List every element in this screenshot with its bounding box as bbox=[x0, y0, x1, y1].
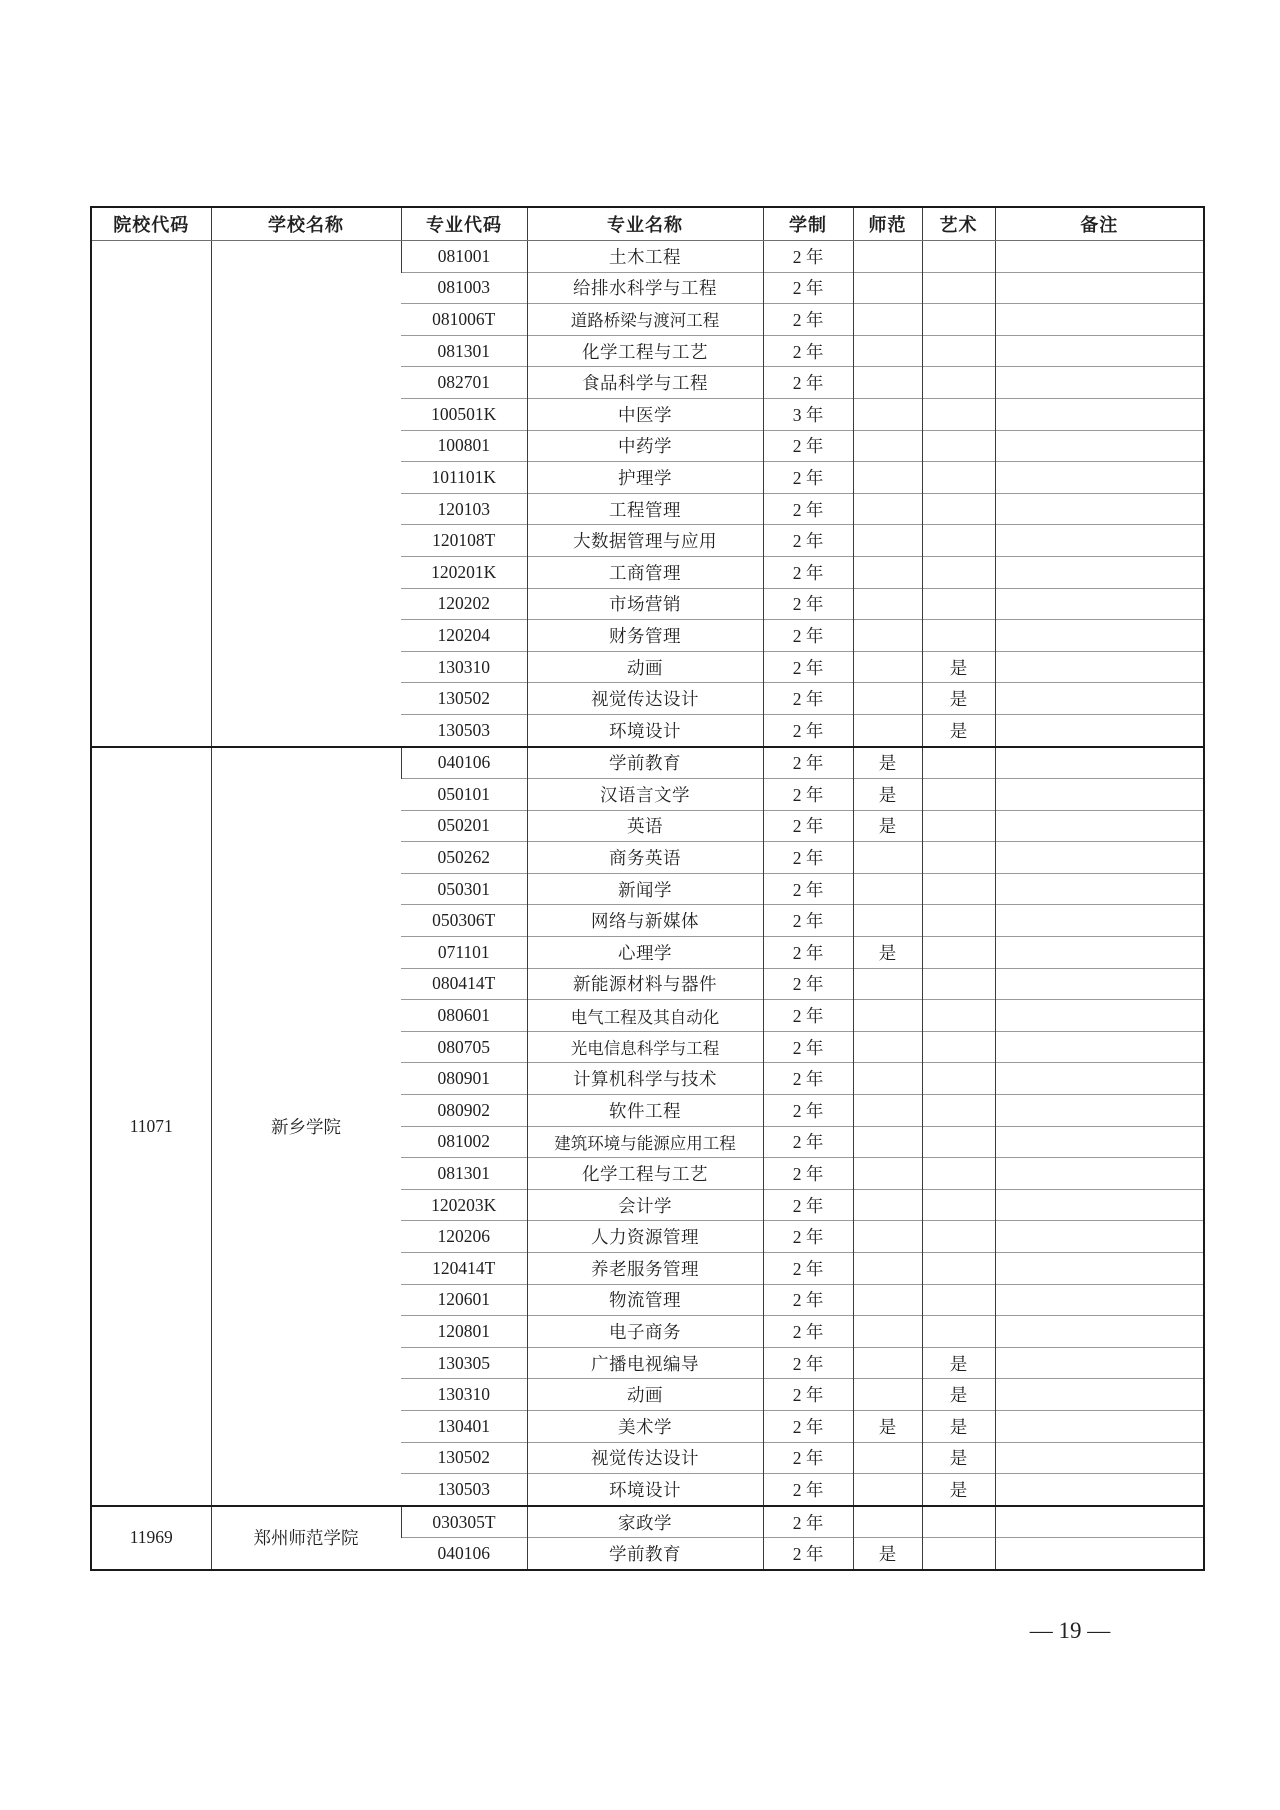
normal-flag-cell bbox=[853, 1284, 922, 1316]
major-name-cell: 汉语言文学 bbox=[527, 779, 763, 811]
major-name-cell: 新能源材料与器件 bbox=[527, 968, 763, 1000]
header-institution-code: 院校代码 bbox=[91, 207, 211, 241]
major-name-cell: 动画 bbox=[527, 1379, 763, 1411]
major-code-cell: 030305T bbox=[401, 1506, 527, 1538]
page-number: — 19 — bbox=[1029, 1618, 1111, 1643]
normal-flag-cell bbox=[853, 304, 922, 336]
major-code-cell: 120103 bbox=[401, 493, 527, 525]
duration-cell: 2 年 bbox=[763, 493, 853, 525]
major-code-cell: 120801 bbox=[401, 1316, 527, 1348]
art-flag-cell bbox=[922, 1189, 995, 1221]
art-flag-cell: 是 bbox=[922, 1474, 995, 1506]
duration-cell: 2 年 bbox=[763, 525, 853, 557]
note-cell bbox=[995, 905, 1204, 937]
normal-flag-cell bbox=[853, 1347, 922, 1379]
normal-flag-cell bbox=[853, 367, 922, 399]
table-row bbox=[91, 241, 1204, 273]
major-code-cell: 120206 bbox=[401, 1221, 527, 1253]
art-flag-cell bbox=[922, 1253, 995, 1285]
major-name-cell: 环境设计 bbox=[527, 714, 763, 746]
major-code-cell: 130502 bbox=[401, 1442, 527, 1474]
note-cell bbox=[995, 1284, 1204, 1316]
major-name-cell: 工商管理 bbox=[527, 556, 763, 588]
art-flag-cell bbox=[922, 1506, 995, 1538]
note-cell bbox=[995, 968, 1204, 1000]
normal-flag-cell bbox=[853, 1379, 922, 1411]
note-cell bbox=[995, 1538, 1204, 1570]
note-cell bbox=[995, 1221, 1204, 1253]
normal-flag-cell bbox=[853, 272, 922, 304]
art-flag-cell: 是 bbox=[922, 1379, 995, 1411]
note-cell bbox=[995, 304, 1204, 336]
duration-cell: 2 年 bbox=[763, 747, 853, 779]
art-flag-cell bbox=[922, 241, 995, 273]
normal-flag-cell bbox=[853, 905, 922, 937]
major-name-cell: 学前教育 bbox=[527, 1538, 763, 1570]
note-cell bbox=[995, 1189, 1204, 1221]
normal-flag-cell: 是 bbox=[853, 937, 922, 969]
duration-cell: 2 年 bbox=[763, 272, 853, 304]
normal-flag-cell bbox=[853, 1000, 922, 1032]
duration-cell: 2 年 bbox=[763, 556, 853, 588]
art-flag-cell bbox=[922, 430, 995, 462]
note-cell bbox=[995, 651, 1204, 683]
major-code-cell: 081003 bbox=[401, 272, 527, 304]
duration-cell: 2 年 bbox=[763, 620, 853, 652]
note-cell bbox=[995, 493, 1204, 525]
duration-cell: 2 年 bbox=[763, 588, 853, 620]
note-cell bbox=[995, 556, 1204, 588]
normal-flag-cell bbox=[853, 683, 922, 715]
major-code-cell: 081301 bbox=[401, 1158, 527, 1190]
table-body bbox=[91, 241, 1204, 1570]
duration-cell: 2 年 bbox=[763, 779, 853, 811]
major-code-cell: 080705 bbox=[401, 1031, 527, 1063]
duration-cell: 2 年 bbox=[763, 1126, 853, 1158]
art-flag-cell bbox=[922, 747, 995, 779]
art-flag-cell bbox=[922, 1538, 995, 1570]
header-major-code: 专业代码 bbox=[401, 207, 527, 241]
normal-flag-cell: 是 bbox=[853, 747, 922, 779]
note-cell bbox=[995, 525, 1204, 557]
major-code-cell: 130503 bbox=[401, 714, 527, 746]
majors-table-grid bbox=[90, 206, 1205, 1571]
major-code-cell: 120204 bbox=[401, 620, 527, 652]
normal-flag-cell bbox=[853, 241, 922, 273]
major-name-cell: 心理学 bbox=[527, 937, 763, 969]
major-name-cell: 大数据管理与应用 bbox=[527, 525, 763, 557]
duration-cell: 2 年 bbox=[763, 1442, 853, 1474]
major-name-cell: 美术学 bbox=[527, 1410, 763, 1442]
normal-flag-cell bbox=[853, 556, 922, 588]
note-cell bbox=[995, 1410, 1204, 1442]
institution-name-cell: 郑州师范学院 bbox=[211, 1506, 401, 1570]
art-flag-cell bbox=[922, 1284, 995, 1316]
major-code-cell: 080901 bbox=[401, 1063, 527, 1095]
table-header-row bbox=[91, 207, 1204, 241]
major-name-cell: 网络与新媒体 bbox=[527, 905, 763, 937]
note-cell bbox=[995, 937, 1204, 969]
major-name-cell: 环境设计 bbox=[527, 1474, 763, 1506]
duration-cell: 2 年 bbox=[763, 1253, 853, 1285]
art-flag-cell bbox=[922, 525, 995, 557]
normal-flag-cell bbox=[853, 430, 922, 462]
major-name-cell: 家政学 bbox=[527, 1506, 763, 1538]
note-cell bbox=[995, 367, 1204, 399]
duration-cell: 2 年 bbox=[763, 1000, 853, 1032]
note-cell bbox=[995, 810, 1204, 842]
major-name-cell: 视觉传达设计 bbox=[527, 683, 763, 715]
note-cell bbox=[995, 1031, 1204, 1063]
major-name-cell: 商务英语 bbox=[527, 842, 763, 874]
major-code-cell: 082701 bbox=[401, 367, 527, 399]
major-code-cell: 071101 bbox=[401, 937, 527, 969]
art-flag-cell bbox=[922, 304, 995, 336]
duration-cell: 2 年 bbox=[763, 968, 853, 1000]
normal-flag-cell bbox=[853, 651, 922, 683]
normal-flag-cell bbox=[853, 714, 922, 746]
duration-cell: 2 年 bbox=[763, 714, 853, 746]
normal-flag-cell bbox=[853, 620, 922, 652]
major-code-cell: 050301 bbox=[401, 873, 527, 905]
major-code-cell: 050306T bbox=[401, 905, 527, 937]
note-cell bbox=[995, 1316, 1204, 1348]
major-code-cell: 130502 bbox=[401, 683, 527, 715]
duration-cell: 2 年 bbox=[763, 1410, 853, 1442]
art-flag-cell bbox=[922, 1031, 995, 1063]
art-flag-cell bbox=[922, 398, 995, 430]
normal-flag-cell bbox=[853, 1316, 922, 1348]
major-code-cell: 120601 bbox=[401, 1284, 527, 1316]
note-cell bbox=[995, 747, 1204, 779]
duration-cell: 2 年 bbox=[763, 367, 853, 399]
major-code-cell: 050101 bbox=[401, 779, 527, 811]
normal-flag-cell bbox=[853, 842, 922, 874]
majors-table bbox=[90, 206, 1203, 1571]
note-cell bbox=[995, 842, 1204, 874]
major-name-cell: 食品科学与工程 bbox=[527, 367, 763, 399]
major-name-cell: 会计学 bbox=[527, 1189, 763, 1221]
major-name-cell: 建筑环境与能源应用工程 bbox=[527, 1126, 763, 1158]
institution-name-cell: 新乡学院 bbox=[211, 747, 401, 1506]
major-code-cell: 100501K bbox=[401, 398, 527, 430]
art-flag-cell bbox=[922, 1063, 995, 1095]
major-code-cell: 081301 bbox=[401, 335, 527, 367]
major-name-cell: 电子商务 bbox=[527, 1316, 763, 1348]
art-flag-cell: 是 bbox=[922, 714, 995, 746]
duration-cell: 2 年 bbox=[763, 810, 853, 842]
header-duration: 学制 bbox=[763, 207, 853, 241]
duration-cell: 2 年 bbox=[763, 1506, 853, 1538]
major-name-cell: 物流管理 bbox=[527, 1284, 763, 1316]
major-code-cell: 101101K bbox=[401, 462, 527, 494]
major-code-cell: 040106 bbox=[401, 1538, 527, 1570]
major-name-cell: 学前教育 bbox=[527, 747, 763, 779]
major-code-cell: 040106 bbox=[401, 747, 527, 779]
duration-cell: 2 年 bbox=[763, 1158, 853, 1190]
normal-flag-cell: 是 bbox=[853, 779, 922, 811]
note-cell bbox=[995, 683, 1204, 715]
major-name-cell: 护理学 bbox=[527, 462, 763, 494]
duration-cell: 2 年 bbox=[763, 430, 853, 462]
institution-name-cell bbox=[211, 241, 401, 747]
art-flag-cell bbox=[922, 1000, 995, 1032]
major-name-cell: 市场营销 bbox=[527, 588, 763, 620]
art-flag-cell: 是 bbox=[922, 1410, 995, 1442]
normal-flag-cell bbox=[853, 335, 922, 367]
major-code-cell: 130305 bbox=[401, 1347, 527, 1379]
normal-flag-cell bbox=[853, 1442, 922, 1474]
duration-cell: 2 年 bbox=[763, 335, 853, 367]
duration-cell: 2 年 bbox=[763, 651, 853, 683]
major-name-cell: 化学工程与工艺 bbox=[527, 335, 763, 367]
art-flag-cell: 是 bbox=[922, 1347, 995, 1379]
duration-cell: 2 年 bbox=[763, 241, 853, 273]
duration-cell: 2 年 bbox=[763, 462, 853, 494]
note-cell bbox=[995, 1095, 1204, 1127]
art-flag-cell bbox=[922, 367, 995, 399]
duration-cell: 2 年 bbox=[763, 1031, 853, 1063]
note-cell bbox=[995, 1253, 1204, 1285]
art-flag-cell bbox=[922, 1316, 995, 1348]
note-cell bbox=[995, 272, 1204, 304]
major-name-cell: 中医学 bbox=[527, 398, 763, 430]
note-cell bbox=[995, 1063, 1204, 1095]
major-code-cell: 050201 bbox=[401, 810, 527, 842]
normal-flag-cell bbox=[853, 873, 922, 905]
major-code-cell: 050262 bbox=[401, 842, 527, 874]
duration-cell: 3 年 bbox=[763, 398, 853, 430]
normal-flag-cell bbox=[853, 1221, 922, 1253]
major-name-cell: 土木工程 bbox=[527, 241, 763, 273]
header-institution-name: 学校名称 bbox=[211, 207, 401, 241]
art-flag-cell bbox=[922, 462, 995, 494]
duration-cell: 2 年 bbox=[763, 1284, 853, 1316]
note-cell bbox=[995, 462, 1204, 494]
art-flag-cell bbox=[922, 588, 995, 620]
note-cell bbox=[995, 1442, 1204, 1474]
major-code-cell: 081001 bbox=[401, 241, 527, 273]
art-flag-cell: 是 bbox=[922, 683, 995, 715]
art-flag-cell bbox=[922, 905, 995, 937]
art-flag-cell: 是 bbox=[922, 1442, 995, 1474]
normal-flag-cell: 是 bbox=[853, 810, 922, 842]
art-flag-cell: 是 bbox=[922, 651, 995, 683]
major-name-cell: 人力资源管理 bbox=[527, 1221, 763, 1253]
normal-flag-cell bbox=[853, 1063, 922, 1095]
major-code-cell: 100801 bbox=[401, 430, 527, 462]
major-code-cell: 080601 bbox=[401, 1000, 527, 1032]
duration-cell: 2 年 bbox=[763, 873, 853, 905]
duration-cell: 2 年 bbox=[763, 683, 853, 715]
major-name-cell: 财务管理 bbox=[527, 620, 763, 652]
duration-cell: 2 年 bbox=[763, 1189, 853, 1221]
note-cell bbox=[995, 398, 1204, 430]
note-cell bbox=[995, 1126, 1204, 1158]
art-flag-cell bbox=[922, 620, 995, 652]
duration-cell: 2 年 bbox=[763, 1538, 853, 1570]
header-art: 艺术 bbox=[922, 207, 995, 241]
major-code-cell: 081002 bbox=[401, 1126, 527, 1158]
art-flag-cell bbox=[922, 1221, 995, 1253]
major-code-cell: 130310 bbox=[401, 651, 527, 683]
art-flag-cell bbox=[922, 493, 995, 525]
note-cell bbox=[995, 1158, 1204, 1190]
major-code-cell: 081006T bbox=[401, 304, 527, 336]
duration-cell: 2 年 bbox=[763, 1221, 853, 1253]
major-code-cell: 120108T bbox=[401, 525, 527, 557]
header-major-name: 专业名称 bbox=[527, 207, 763, 241]
major-name-cell: 化学工程与工艺 bbox=[527, 1158, 763, 1190]
major-code-cell: 080902 bbox=[401, 1095, 527, 1127]
major-name-cell: 新闻学 bbox=[527, 873, 763, 905]
normal-flag-cell bbox=[853, 462, 922, 494]
duration-cell: 2 年 bbox=[763, 1347, 853, 1379]
art-flag-cell bbox=[922, 272, 995, 304]
duration-cell: 2 年 bbox=[763, 1474, 853, 1506]
art-flag-cell bbox=[922, 335, 995, 367]
art-flag-cell bbox=[922, 1126, 995, 1158]
note-cell bbox=[995, 1506, 1204, 1538]
art-flag-cell bbox=[922, 968, 995, 1000]
art-flag-cell bbox=[922, 810, 995, 842]
major-name-cell: 广播电视编导 bbox=[527, 1347, 763, 1379]
art-flag-cell bbox=[922, 1095, 995, 1127]
major-code-cell: 120414T bbox=[401, 1253, 527, 1285]
table-row bbox=[91, 1506, 1204, 1538]
note-cell bbox=[995, 620, 1204, 652]
duration-cell: 2 年 bbox=[763, 304, 853, 336]
duration-cell: 2 年 bbox=[763, 842, 853, 874]
note-cell bbox=[995, 241, 1204, 273]
note-cell bbox=[995, 430, 1204, 462]
table-row bbox=[91, 747, 1204, 779]
duration-cell: 2 年 bbox=[763, 1379, 853, 1411]
normal-flag-cell bbox=[853, 1189, 922, 1221]
institution-code-cell: 11071 bbox=[91, 747, 211, 1506]
major-code-cell: 120201K bbox=[401, 556, 527, 588]
normal-flag-cell bbox=[853, 968, 922, 1000]
art-flag-cell bbox=[922, 1158, 995, 1190]
art-flag-cell bbox=[922, 556, 995, 588]
major-code-cell: 120202 bbox=[401, 588, 527, 620]
art-flag-cell bbox=[922, 842, 995, 874]
major-code-cell: 080414T bbox=[401, 968, 527, 1000]
note-cell bbox=[995, 873, 1204, 905]
major-code-cell: 130310 bbox=[401, 1379, 527, 1411]
major-code-cell: 130401 bbox=[401, 1410, 527, 1442]
art-flag-cell bbox=[922, 937, 995, 969]
header-normal: 师范 bbox=[853, 207, 922, 241]
major-name-cell: 光电信息科学与工程 bbox=[527, 1031, 763, 1063]
note-cell bbox=[995, 1474, 1204, 1506]
normal-flag-cell bbox=[853, 1506, 922, 1538]
normal-flag-cell bbox=[853, 1095, 922, 1127]
major-name-cell: 英语 bbox=[527, 810, 763, 842]
note-cell bbox=[995, 588, 1204, 620]
major-name-cell: 动画 bbox=[527, 651, 763, 683]
major-name-cell: 中药学 bbox=[527, 430, 763, 462]
art-flag-cell bbox=[922, 779, 995, 811]
art-flag-cell bbox=[922, 873, 995, 905]
note-cell bbox=[995, 779, 1204, 811]
major-name-cell: 电气工程及其自动化 bbox=[527, 1000, 763, 1032]
note-cell bbox=[995, 1379, 1204, 1411]
note-cell bbox=[995, 714, 1204, 746]
normal-flag-cell bbox=[853, 398, 922, 430]
normal-flag-cell bbox=[853, 1031, 922, 1063]
major-name-cell: 养老服务管理 bbox=[527, 1253, 763, 1285]
note-cell bbox=[995, 1000, 1204, 1032]
normal-flag-cell bbox=[853, 493, 922, 525]
duration-cell: 2 年 bbox=[763, 1316, 853, 1348]
major-name-cell: 视觉传达设计 bbox=[527, 1442, 763, 1474]
institution-code-cell: 11969 bbox=[91, 1506, 211, 1570]
major-code-cell: 130503 bbox=[401, 1474, 527, 1506]
normal-flag-cell: 是 bbox=[853, 1410, 922, 1442]
note-cell bbox=[995, 1347, 1204, 1379]
major-name-cell: 软件工程 bbox=[527, 1095, 763, 1127]
duration-cell: 2 年 bbox=[763, 905, 853, 937]
duration-cell: 2 年 bbox=[763, 937, 853, 969]
note-cell bbox=[995, 335, 1204, 367]
duration-cell: 2 年 bbox=[763, 1095, 853, 1127]
major-name-cell: 道路桥梁与渡河工程 bbox=[527, 304, 763, 336]
normal-flag-cell: 是 bbox=[853, 1538, 922, 1570]
major-name-cell: 工程管理 bbox=[527, 493, 763, 525]
normal-flag-cell bbox=[853, 1158, 922, 1190]
major-code-cell: 120203K bbox=[401, 1189, 527, 1221]
major-name-cell: 计算机科学与技术 bbox=[527, 1063, 763, 1095]
duration-cell: 2 年 bbox=[763, 1063, 853, 1095]
normal-flag-cell bbox=[853, 1474, 922, 1506]
normal-flag-cell bbox=[853, 1126, 922, 1158]
institution-code-cell bbox=[91, 241, 211, 747]
header-note: 备注 bbox=[995, 207, 1204, 241]
normal-flag-cell bbox=[853, 525, 922, 557]
normal-flag-cell bbox=[853, 588, 922, 620]
normal-flag-cell bbox=[853, 1253, 922, 1285]
major-name-cell: 给排水科学与工程 bbox=[527, 272, 763, 304]
